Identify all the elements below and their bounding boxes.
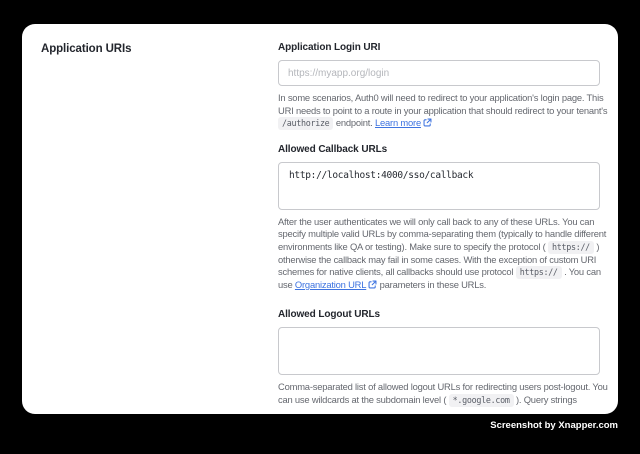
section-heading: Application URIs [41, 43, 132, 55]
allowed-callback-urls-label: Allowed Callback URLs [278, 143, 388, 155]
section-heading-column [41, 42, 278, 414]
external-link-icon [423, 118, 432, 127]
allowed-logout-urls-field [278, 309, 612, 406]
learn-more-link[interactable]: Learn more [375, 117, 432, 128]
application-login-uri-help: In some scenarios, Auth0 will need to redirect to your application's login page. This URI needs to point to a route in your application that should redirect to your tenant's /authorize endpoint. Learn more [278, 92, 608, 129]
inline-code: *.google.com [449, 394, 514, 407]
application-login-uri-input[interactable] [278, 60, 600, 86]
allowed-logout-urls-label: Allowed Logout URLs [278, 309, 380, 321]
allowed-callback-urls-textarea[interactable] [278, 162, 600, 210]
allowed-logout-urls-textarea[interactable] [278, 327, 600, 375]
application-login-uri-label: Application Login URI [278, 42, 381, 53]
fields-column [278, 42, 612, 414]
organization-url-link[interactable]: Organization URL [295, 279, 377, 290]
inline-code: https:// [516, 266, 562, 279]
allowed-callback-urls-field [278, 144, 612, 292]
watermark: Screenshot by Xnapper.com [490, 420, 618, 431]
allowed-callback-urls-help: After the user authenticates we will only call back to any of these URLs. You can specify multiple valid URLs by comma-separating them (typically to handle different environments like QA or testing). Make sure to specify the protocol ( https:// ) otherwise the callback may fail in some cases. With the exception of custom URI schemes for native clients, all callbacks should use protocol https:// . You can use Organization URL parameters in these URLs. [278, 215, 607, 290]
inline-code: https:// [548, 241, 594, 254]
inline-code: /authorize [278, 117, 333, 130]
settings-card [22, 24, 618, 414]
allowed-logout-urls-help: Comma-separated list of allowed logout URLs for redirecting users post-logout. You can use wildcards at the subdomain level ( *.google.com ). Query strings [278, 381, 608, 405]
application-login-uri-field [278, 42, 612, 130]
external-link-icon [368, 280, 377, 289]
